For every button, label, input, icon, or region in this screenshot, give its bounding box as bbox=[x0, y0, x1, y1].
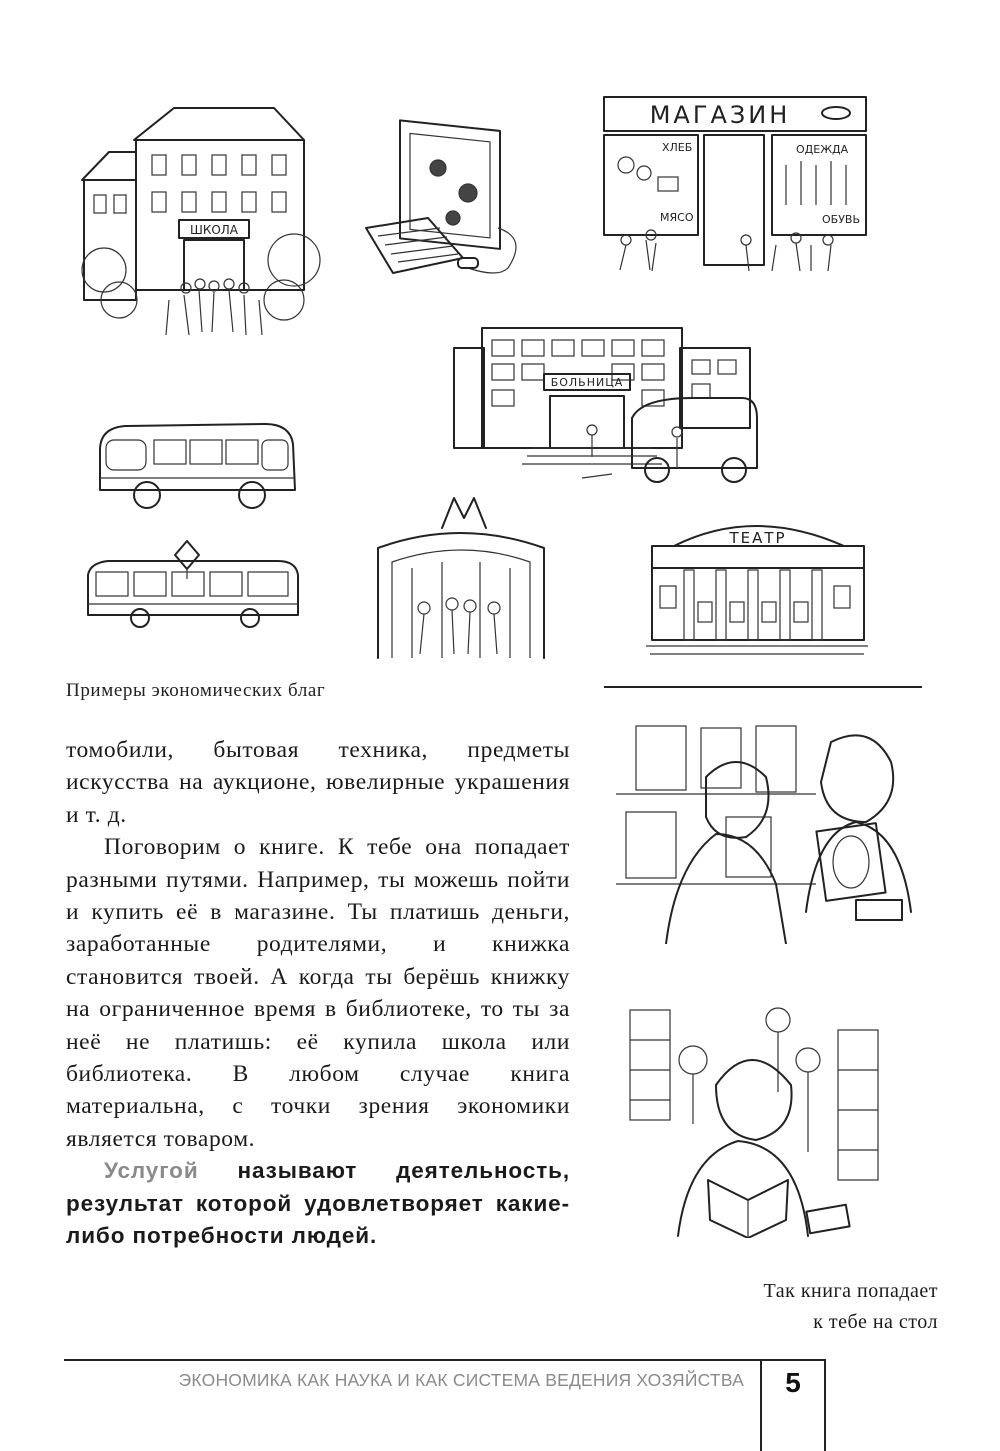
shop-illustration bbox=[596, 95, 868, 275]
definition-term: Услугой bbox=[104, 1158, 199, 1184]
paragraph-book: Поговорим о книге. К тебе она попадает разными путями. Например, ты можешь пойти и купить её в магазине. Ты платишь деньги, заработанные родителями, и книжка становится твоей. А когда ты берёшь книжку на ограниченное время в библиотеке, то ты за неё не платишь: её купила школа или библиотека. В любом случае книга материальна, с точки зрения экономики является товаром. bbox=[66, 834, 570, 1152]
school-illustration bbox=[74, 100, 324, 340]
figure-caption: Примеры экономических благ bbox=[66, 680, 326, 701]
theatre-illustration bbox=[644, 506, 870, 666]
computer-illustration bbox=[358, 108, 533, 283]
main-text bbox=[66, 734, 570, 1253]
tram-illustration bbox=[80, 520, 304, 630]
running-footer-title: ЭКОНОМИКА КАК НАУКА И КАК СИСТЕМА ВЕДЕНИЯ ХОЗЯЙСТВА bbox=[178, 1370, 744, 1390]
definition-text: называют деятельность, результат которой удовлетворяет какие-либо потребности людей. bbox=[66, 1158, 570, 1249]
hospital-illustration bbox=[452, 318, 764, 493]
bus-illustration bbox=[92, 420, 300, 515]
service-definition bbox=[66, 1155, 570, 1252]
side-caption: Так книга попадает к тебе на стол bbox=[763, 1280, 938, 1333]
svg-text:ХЛЕБ: ХЛЕБ bbox=[662, 141, 693, 154]
footer-divider-right bbox=[824, 1359, 826, 1451]
svg-text:ОДЕЖДА: ОДЕЖДА bbox=[796, 143, 849, 156]
bookstore-illustration bbox=[606, 722, 916, 944]
page-number: 5 bbox=[785, 1367, 801, 1398]
svg-text:ОБУВЬ: ОБУВЬ bbox=[822, 213, 861, 226]
theatre-sign: ТЕАТР bbox=[729, 529, 787, 547]
hospital-sign: БОЛЬНИЦА bbox=[550, 376, 624, 389]
metro-illustration bbox=[372, 488, 550, 668]
paragraph-continued: томобили, бытовая техника, предметы искусства на аукционе, ювелирные украшения и т. д. bbox=[66, 737, 570, 828]
shop-sign: МАГАЗИН bbox=[649, 101, 791, 129]
footer-rule bbox=[64, 1359, 824, 1361]
library-illustration bbox=[628, 1000, 880, 1238]
svg-text:МЯСО: МЯСО bbox=[660, 211, 694, 224]
caption-divider bbox=[604, 686, 922, 688]
school-sign: ШКОЛА bbox=[189, 223, 239, 237]
